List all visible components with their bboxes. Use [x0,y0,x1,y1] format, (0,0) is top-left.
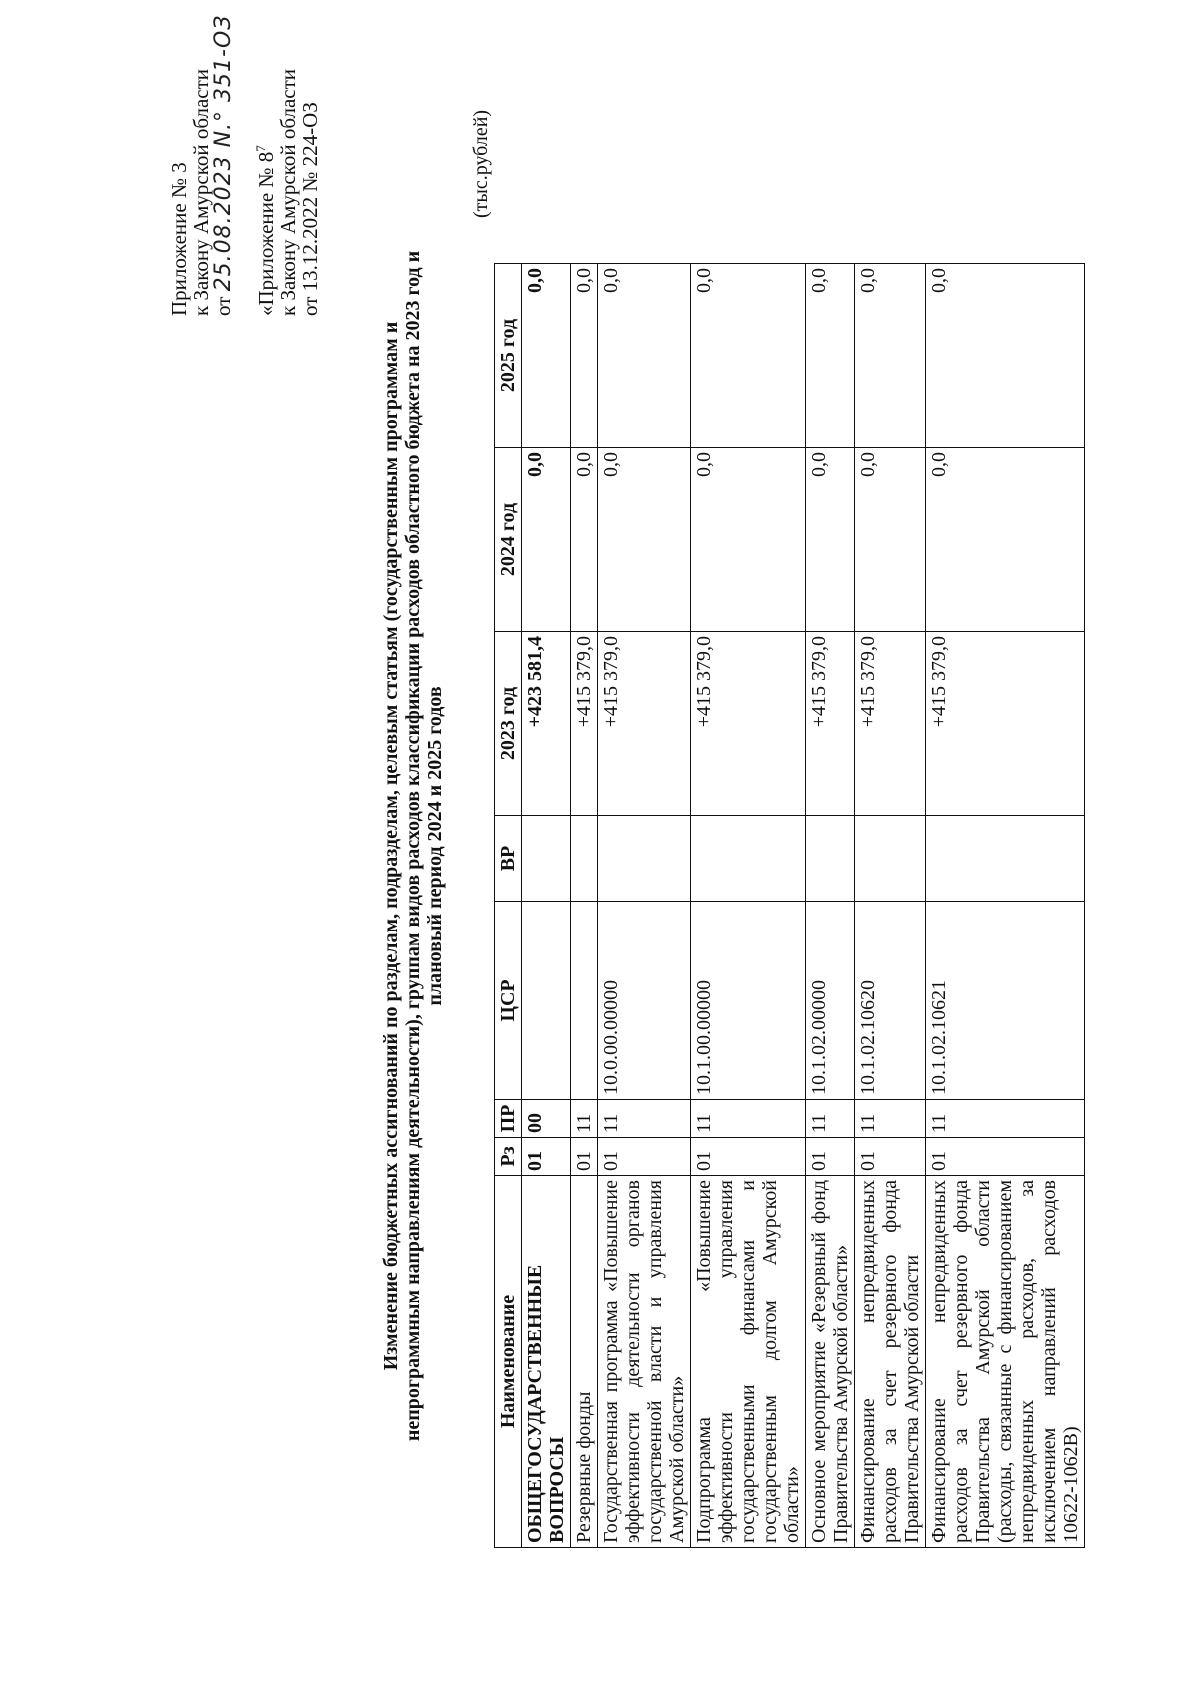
header-name: Наименование [495,1176,522,1548]
cell-2024: 0,0 [691,448,806,632]
cell-csr: 10.0.00.00000 [598,902,691,1100]
document-title: Изменение бюджетных ассигнований по разделам, подразделам, целевым статьям (государственным программам и непрограммным направлениям деятельности), группам видов расходов классификации расходов областного бюджета на 2023 год и плановый период 2024 и 2025 годов [380,250,446,1442]
cell-rz: 01 [522,1138,571,1176]
cell-pr: 00 [522,1100,571,1138]
cell-rz: 01 [806,1138,855,1176]
cell-vr [522,816,571,902]
cell-rz: 01 [855,1138,926,1176]
cell-csr [571,902,598,1100]
header-2023: 2023 год [495,632,522,816]
budget-table [494,263,1085,1548]
cell-name: Финансирование непредвиденных расходов за счет резервного фонда Правительства Амурской области (расходы, связанные с финансированием непредвиденных расходов, за исключением направлений расходов 10622-1062В) [926,1176,1085,1548]
cell-name: Основное мероприятие «Резервный фонд Правительства Амурской области» [806,1176,855,1548]
cell-pr: 11 [926,1100,1085,1138]
cell-name: Резервные фонды [571,1176,598,1548]
table-row [691,264,806,1548]
cell-vr [855,816,926,902]
cell-pr: 11 [691,1100,806,1138]
table-row [855,264,926,1548]
cell-rz: 01 [691,1138,806,1176]
cell-2023: +415 379,0 [598,632,691,816]
table-row [806,264,855,1548]
header-csr: ЦСР [495,902,522,1100]
cell-vr [926,816,1085,902]
cell-2024: 0,0 [806,448,855,632]
cell-csr: 10.1.02.10620 [855,902,926,1100]
cell-2025: 0,0 [855,264,926,448]
cell-vr [806,816,855,902]
table-header-row [495,264,522,1548]
cell-2024: 0,0 [571,448,598,632]
table-row [571,264,598,1548]
cell-2025: 0,0 [522,264,571,448]
cell-2023: +415 379,0 [571,632,598,816]
cell-2025: 0,0 [926,264,1085,448]
cell-name: Подпрограмма «Повышение эффективности управления государственными финансами и государственным долгом Амурской области» [691,1176,806,1548]
header-pr: ПР [495,1100,522,1138]
cell-vr [571,816,598,902]
cell-2025: 0,0 [691,264,806,448]
header-2025: 2025 год [495,264,522,448]
cell-rz: 01 [598,1138,691,1176]
cell-2025: 0,0 [806,264,855,448]
cell-csr: 10.1.02.10621 [926,902,1085,1100]
appendix-law: к Закону Амурской области [189,68,213,316]
header-rz: Рз [495,1138,522,1176]
cell-csr: 10.1.02.00000 [806,902,855,1100]
cell-2023: +415 379,0 [691,632,806,816]
cell-2024: 0,0 [598,448,691,632]
cell-pr: 11 [806,1100,855,1138]
cell-csr [522,902,571,1100]
cell-2024: 0,0 [926,448,1085,632]
cell-rz: 01 [926,1138,1085,1176]
cell-name: ОБЩЕГОСУДАРСТВЕННЫЕ ВОПРОСЫ [522,1176,571,1548]
appendix-header [168,15,321,316]
cell-name: Финансирование непредвиденных расходов за счет резервного фонда Правительства Амурской области [855,1176,926,1548]
cell-2025: 0,0 [571,264,598,448]
cell-pr: 11 [855,1100,926,1138]
cell-pr: 11 [571,1100,598,1138]
appendix-number: Приложение № 3 [167,162,191,316]
quoted-appendix-date: от 13.12.2022 № 224-ОЗ [298,102,322,316]
header-2024: 2024 год [495,448,522,632]
cell-pr: 11 [598,1100,691,1138]
cell-2023: +415 379,0 [806,632,855,816]
table-row [926,264,1085,1548]
table-row [598,264,691,1548]
header-vr: ВР [495,816,522,902]
cell-rz: 01 [571,1138,598,1176]
cell-2024: 0,0 [855,448,926,632]
cell-vr [691,816,806,902]
unit-label: (тыс.рублей) [470,109,492,218]
cell-2023: +423 581,4 [522,632,571,816]
cell-name: Государственная программа «Повышение эффективности деятельности органов государственной власти и управления Амурской области» [598,1176,691,1548]
quoted-appendix-number: «Приложение № $8^7$ [253,145,278,316]
handwritten-date: 25.08.2023 N.° 351-ОЗ [211,14,236,292]
appendix-date: от 25.08.2023 N.° 351-ОЗ [211,14,236,316]
cell-2023: +415 379,0 [926,632,1085,816]
cell-vr [598,816,691,902]
quoted-appendix-law: к Закону Амурской области [276,68,300,316]
cell-2024: 0,0 [522,448,571,632]
cell-2023: +415 379,0 [855,632,926,816]
table-row [522,264,571,1548]
cell-2025: 0,0 [598,264,691,448]
cell-csr: 10.1.00.00000 [691,902,806,1100]
